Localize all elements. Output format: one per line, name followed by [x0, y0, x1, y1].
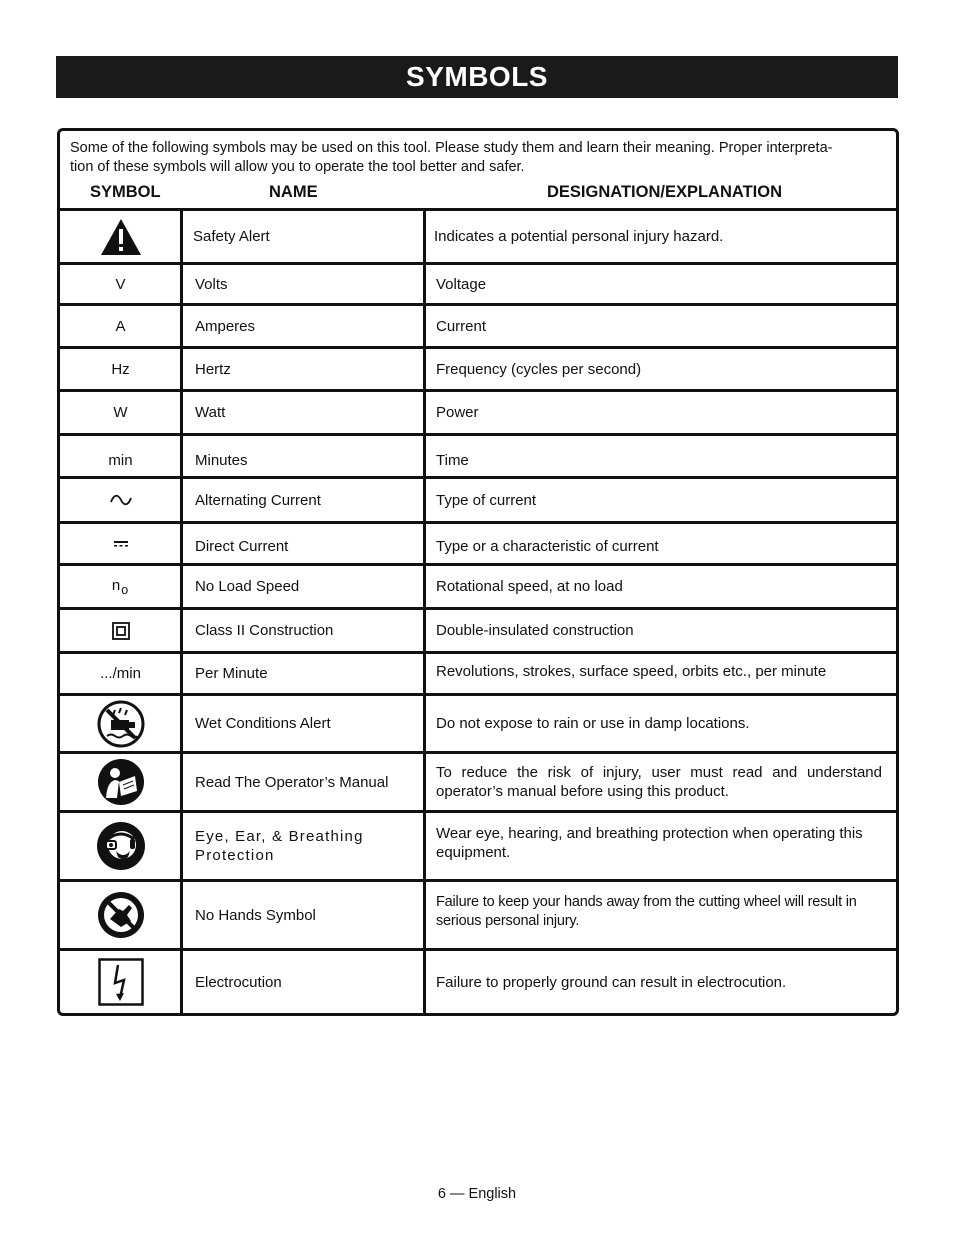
row-desc: Do not expose to rain or use in damp locations. [436, 715, 750, 732]
symbol-subscript: o [121, 582, 130, 597]
direct-current-icon [60, 524, 181, 563]
row-desc: Type or a characteristic of current [436, 538, 659, 555]
row-desc: Type of current [436, 491, 537, 509]
row-desc: Frequency (cycles per second) [436, 360, 642, 378]
row-name: Minutes [195, 451, 248, 469]
intro-text: Some of the following symbols may be used on this tool. Please study them and learn their meaning. Proper interpreta- tion of these symbols will allow you to operate the tool better and safer. [70, 140, 833, 175]
row-symbol: V [115, 275, 126, 293]
row-name: Eye, Ear, & Breathing Protection [195, 828, 364, 864]
row-symbol: Hz [111, 360, 130, 378]
symbols-table [57, 128, 899, 1016]
row-name: Read The Operator’s Manual [195, 773, 389, 791]
no-hands-icon [60, 882, 181, 948]
row-name: Class II Construction [195, 622, 334, 639]
row-name: Watt [195, 404, 226, 421]
row-desc: To reduce the risk of injury, user must read and understand operator’s manual before using this product. [436, 764, 882, 800]
header-symbol: SYMBOL [90, 183, 161, 201]
row-desc: Current [436, 317, 487, 335]
read-manual-icon [60, 754, 181, 810]
row-name: Amperes [195, 317, 256, 335]
row-symbol: $n_o$ [111, 576, 130, 597]
header-designation: DESIGNATION/EXPLANATION [547, 183, 782, 201]
page-footer: 6 — English [437, 1186, 517, 1202]
row-name: Safety Alert [193, 228, 270, 245]
row-symbol: min [108, 451, 133, 469]
row-desc: Failure to properly ground can result in electrocution. [436, 973, 787, 991]
row-desc: Wear eye, hearing, and breathing protection when operating this equipment. [436, 825, 863, 861]
row-desc: Rotational speed, at no load [436, 578, 623, 595]
row-symbol: .../min [100, 665, 141, 682]
eye-ear-breathing-icon [60, 813, 181, 879]
row-desc: Revolutions, strokes, surface speed, orbits etc., per minute [436, 663, 827, 680]
row-name: Alternating Current [195, 491, 321, 509]
wet-conditions-icon [60, 696, 181, 751]
electrocution-icon [60, 951, 181, 1013]
row-name: Hertz [195, 360, 231, 378]
row-desc: Failure to keep your hands away from the cutting wheel will result in serious personal injury. [436, 894, 857, 929]
row-name: Per Minute [195, 665, 268, 682]
row-name: Volts [195, 275, 228, 293]
no-load-speed-icon [60, 566, 181, 607]
alternating-current-icon [60, 479, 181, 521]
row-name: No Hands Symbol [195, 906, 316, 924]
column-divider [423, 208, 426, 1013]
row-name: Electrocution [195, 973, 282, 991]
row-desc: Double-insulated construction [436, 622, 634, 639]
header-name: NAME [269, 183, 318, 201]
safety-alert-icon [60, 211, 181, 262]
row-name: Direct Current [195, 538, 289, 555]
row-name: No Load Speed [195, 578, 300, 595]
page-title: SYMBOLS [56, 56, 898, 98]
row-symbol: W [113, 404, 128, 421]
row-desc: Time [436, 451, 469, 469]
class-ii-square-icon [60, 610, 181, 651]
row-desc: Power [436, 404, 479, 421]
row-name: Wet Conditions Alert [195, 715, 331, 732]
row-desc: Voltage [436, 275, 487, 293]
row-desc: Indicates a potential personal injury hazard. [434, 228, 724, 245]
row-symbol: A [115, 317, 126, 335]
